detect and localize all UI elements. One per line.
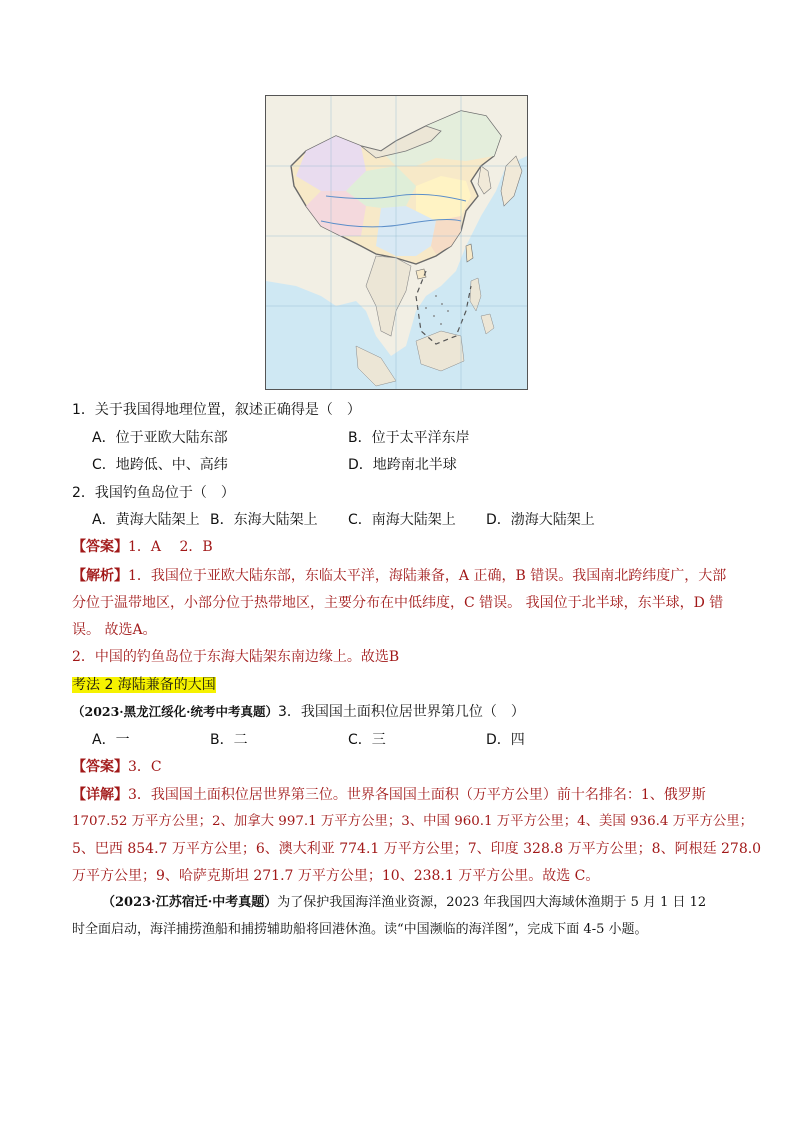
answer-label: 【答案】 xyxy=(72,539,128,555)
analysis-text-1: 1．我国位于亚欧大陆东部，东临太平洋，海陆兼备，A 正确，B 错误。我国南北跨纬度广，大部 xyxy=(128,568,727,584)
analysis-line-1 xyxy=(72,566,726,586)
q45-intro-line-2: 时全面启动，海洋捕捞渔船和捕捞辅助船将回港休渔。读“中国濒临的海洋图”，完成下面 4-5 小题。 xyxy=(72,922,648,937)
detail-line-3: 5、巴西 854.7 万平方公里；6、澳大利亚 774.1 万平方公里；7、印度 328.8 万平方公里；8、阿根廷 278.0 xyxy=(72,841,762,857)
q3-option-c[interactable]: C．三 xyxy=(348,732,386,748)
analysis-label: 【解析】 xyxy=(72,568,128,584)
q1-option-b[interactable]: B．位于太平洋东岸 xyxy=(348,430,470,446)
answer-text: 1．A 2．B xyxy=(128,539,213,555)
q2-stem: 2．我国钓鱼岛位于（ ） xyxy=(72,485,235,501)
china-seas-map xyxy=(265,95,528,390)
q2-option-c[interactable]: C．南海大陆架上 xyxy=(348,512,456,528)
q45-intro-line-1 xyxy=(102,893,706,913)
analysis-line-3: 误。 故选A。 xyxy=(72,622,157,638)
q3-stem-line xyxy=(72,702,525,722)
answer-3-text: 3．C xyxy=(128,759,162,775)
section-title-text: 考法 2 海陆兼备的大国 xyxy=(72,677,216,693)
q1-option-c[interactable]: C．地跨低、中、高纬 xyxy=(92,457,228,473)
q1-option-a[interactable]: A．位于亚欧大陆东部 xyxy=(92,430,228,446)
detail-line-1 xyxy=(72,785,706,805)
q1-option-d[interactable]: D．地跨南北半球 xyxy=(348,457,457,473)
q2-option-a[interactable]: A．黄海大陆架上 xyxy=(92,512,200,528)
q45-source: （2023·江苏宿迁·中考真题） xyxy=(102,895,278,910)
detail-label: 【详解】 xyxy=(72,787,128,803)
answer-3 xyxy=(72,757,162,777)
analysis-line-2: 分位于温带地区，小部分位于热带地区，主要分布在中低纬度，C 错误。 我国位于北半球，东半球，D 错 xyxy=(72,595,724,611)
map-graphic xyxy=(266,96,527,389)
analysis-line-4: 2．中国的钓鱼岛位于东海大陆架东南边缘上。故选B xyxy=(72,649,400,665)
detail-line-4: 万平方公里；9、哈萨克斯坦 271.7 万平方公里；10、238.1 万平方公里。故选 C。 xyxy=(72,868,600,884)
q2-option-b[interactable]: B．东海大陆架上 xyxy=(210,512,318,528)
detail-text-1: 3．我国国土面积位居世界第三位。世界各国国土面积（万平方公里）前十名排名：1、俄罗斯 xyxy=(128,787,706,803)
q3-option-d[interactable]: D．四 xyxy=(486,732,525,748)
detail-line-2: 1707.52 万平方公里；2、加拿大 997.1 万平方公里；3、中国 960.1 万平方公里；4、美国 936.4 万平方公里； xyxy=(72,814,754,829)
q3-source: （2023·黑龙江绥化·统考中考真题） xyxy=(72,704,278,719)
answer-3-label: 【答案】 xyxy=(72,759,128,775)
q3-stem: 3．我国国土面积位居世界第几位（ ） xyxy=(278,704,525,720)
q3-option-b[interactable]: B．二 xyxy=(210,732,248,748)
q45-text-1: 为了保护我国海洋渔业资源，2023 年我国四大海域休渔期于 5 月 1 日 12 xyxy=(277,895,707,910)
q1-stem: 1．关于我国得地理位置，叙述正确得是（ ） xyxy=(72,402,361,418)
section-title xyxy=(72,675,216,695)
answer-1 xyxy=(72,537,213,557)
q2-option-d[interactable]: D．渤海大陆架上 xyxy=(486,512,595,528)
q3-option-a[interactable]: A．一 xyxy=(92,732,130,748)
